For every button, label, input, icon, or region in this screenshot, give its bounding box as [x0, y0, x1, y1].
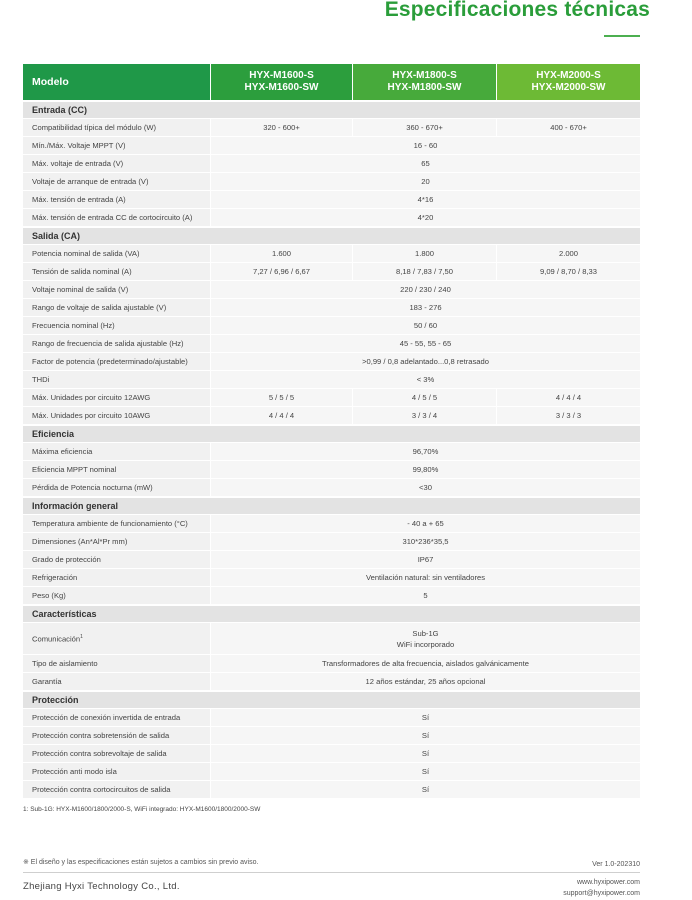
table-row: [23, 708, 640, 726]
row-label: Máx. tensión de entrada (A): [23, 190, 210, 208]
row-label: Compatibilidad típica del módulo (W): [23, 118, 210, 136]
row-label: Rango de voltaje de salida ajustable (V): [23, 298, 210, 316]
row-label: Mín./Máx. Voltaje MPPT (V): [23, 136, 210, 154]
row-value: 4*16: [210, 190, 640, 208]
table-row: [23, 172, 640, 190]
table-row: [23, 622, 640, 654]
row-label: Potencia nominal de salida (VA): [23, 244, 210, 262]
row-label: Dimensiones (An*Al*Pr mm): [23, 532, 210, 550]
row-label: Protección de conexión invertida de entrada: [23, 708, 210, 726]
row-value: 16 - 60: [210, 136, 640, 154]
row-value: 50 / 60: [210, 316, 640, 334]
section-title: Eficiencia: [23, 424, 640, 442]
row-value: 310*236*35,5: [210, 532, 640, 550]
row-value: Sí: [210, 744, 640, 762]
table-row: [23, 460, 640, 478]
row-value: 4 / 4 / 4: [210, 406, 352, 424]
section-header-entrada: [23, 100, 640, 118]
model-column-2: [352, 64, 496, 100]
section-title: Información general: [23, 496, 640, 514]
section-title: Entrada (CC): [23, 100, 640, 118]
row-value: 183 - 276: [210, 298, 640, 316]
row-value: Sí: [210, 708, 640, 726]
row-label: Protección contra sobretensión de salida: [23, 726, 210, 744]
row-label: Temperatura ambiente de funcionamiento (°C): [23, 514, 210, 532]
page-title: Especificaciones técnicas: [384, 0, 650, 21]
row-label: Garantía: [23, 672, 210, 690]
table-row: [23, 586, 640, 604]
row-label: Peso (Kg): [23, 586, 210, 604]
row-label-text: Comunicación: [32, 634, 81, 644]
row-label: Grado de protección: [23, 550, 210, 568]
table-row: [23, 154, 640, 172]
row-value: 9,09 / 8,70 / 8,33: [496, 262, 640, 280]
value-line: WiFi incorporado: [396, 639, 455, 649]
model-name: HYX-M2000-SW: [531, 82, 606, 93]
table-row: [23, 780, 640, 798]
table-row: [23, 550, 640, 568]
specs-table: [23, 64, 640, 798]
header-row: [23, 64, 640, 100]
row-value: IP67: [210, 550, 640, 568]
model-name: HYX-M2000-S: [536, 70, 601, 81]
row-label: Máxima eficiencia: [23, 442, 210, 460]
row-label: Máx. tensión de entrada CC de cortocircuito (A): [23, 208, 210, 226]
row-label: Refrigeración: [23, 568, 210, 586]
table-row: [23, 190, 640, 208]
section-header-caracteristicas: [23, 604, 640, 622]
row-value: 4 / 5 / 5: [352, 388, 496, 406]
row-value: 99,80%: [210, 460, 640, 478]
row-value: Sí: [210, 762, 640, 780]
model-column-3: [496, 64, 640, 100]
row-label: Tipo de aislamiento: [23, 654, 210, 672]
row-value: 4*20: [210, 208, 640, 226]
row-value: 2.000: [496, 244, 640, 262]
footnote-marker: 1: [80, 633, 83, 640]
table-row: [23, 654, 640, 672]
row-label: Rango de frecuencia de salida ajustable (Hz): [23, 334, 210, 352]
row-value: Sí: [210, 726, 640, 744]
row-label: Protección anti modo isla: [23, 762, 210, 780]
table-row: [23, 280, 640, 298]
footnote: 1: Sub-1G: HYX-M1600/1800/2000-S, WiFi integrado: HYX-M1600/1800/2000-SW: [23, 806, 261, 813]
row-value: 5 / 5 / 5: [210, 388, 352, 406]
row-label: Máx. voltaje de entrada (V): [23, 154, 210, 172]
section-header-salida: [23, 226, 640, 244]
row-value: 1.600: [210, 244, 352, 262]
row-value: 3 / 3 / 4: [352, 406, 496, 424]
table-row: [23, 568, 640, 586]
version-label: Ver 1.0-202310: [592, 861, 640, 868]
row-label: Voltaje nominal de salida (V): [23, 280, 210, 298]
table-row: [23, 726, 640, 744]
row-label: Pérdida de Potencia nocturna (mW): [23, 478, 210, 496]
table-row: [23, 136, 640, 154]
table-row: [23, 514, 640, 532]
row-value: 1.800: [352, 244, 496, 262]
company-name: Zhejiang Hyxi Technology Co., Ltd.: [23, 881, 180, 892]
table-row: [23, 442, 640, 460]
table-row: [23, 298, 640, 316]
table-row: [23, 406, 640, 424]
row-value: 7,27 / 6,96 / 6,67: [210, 262, 352, 280]
model-name: HYX-M1600-S: [249, 70, 314, 81]
section-header-general: [23, 496, 640, 514]
model-name: HYX-M1800-S: [392, 70, 457, 81]
footer-divider: [23, 872, 640, 873]
table-row: [23, 370, 640, 388]
row-label: Eficiencia MPPT nominal: [23, 460, 210, 478]
row-value: Sí: [210, 780, 640, 798]
row-value: 20: [210, 172, 640, 190]
row-label: Protección contra sobrevoltaje de salida: [23, 744, 210, 762]
row-value: <30: [210, 478, 640, 496]
row-label: Máx. Unidades por circuito 10AWG: [23, 406, 210, 424]
row-label: THDi: [23, 370, 210, 388]
row-value: Transformadores de alta frecuencia, aislados galvánicamente: [210, 654, 640, 672]
table-row: [23, 352, 640, 370]
row-value: - 40 a + 65: [210, 514, 640, 532]
disclaimer: ※ El diseño y las especificaciones están sujetos a cambios sin previo aviso.: [23, 859, 259, 866]
row-value: 3 / 3 / 3: [496, 406, 640, 424]
row-label: [23, 622, 210, 654]
table-row: [23, 478, 640, 496]
section-title: Protección: [23, 690, 640, 708]
row-value: 65: [210, 154, 640, 172]
model-column-1: [210, 64, 352, 100]
section-title: Salida (CA): [23, 226, 640, 244]
table-row: [23, 262, 640, 280]
row-label: Protección contra cortocircuitos de salida: [23, 780, 210, 798]
value-line: Sub-1G: [412, 628, 439, 638]
row-label: Voltaje de arranque de entrada (V): [23, 172, 210, 190]
table-row: [23, 208, 640, 226]
table-row: [23, 672, 640, 690]
table-row: [23, 334, 640, 352]
row-value: 4 / 4 / 4: [496, 388, 640, 406]
table-row: [23, 388, 640, 406]
row-label: Tensión de salida nominal (A): [23, 262, 210, 280]
table-row: [23, 118, 640, 136]
table-row: [23, 316, 640, 334]
row-value: 400 - 670+: [496, 118, 640, 136]
table-row: [23, 762, 640, 780]
model-name: HYX-M1800-SW: [387, 82, 462, 93]
row-label: Frecuencia nominal (Hz): [23, 316, 210, 334]
row-value: 360 - 670+: [352, 118, 496, 136]
row-value: 96,70%: [210, 442, 640, 460]
row-value: >0,99 / 0,8 adelantado...0,8 retrasado: [210, 352, 640, 370]
section-header-eficiencia: [23, 424, 640, 442]
model-name: HYX-M1600-SW: [244, 82, 319, 93]
contact-info: [563, 877, 640, 899]
row-value: 12 años estándar, 25 años opcional: [210, 672, 640, 690]
row-value: 5: [210, 586, 640, 604]
model-label: Modelo: [23, 64, 210, 100]
row-value: [210, 622, 640, 654]
email-link[interactable]: support@hyxipower.com: [563, 890, 640, 897]
row-label: Factor de potencia (predeterminado/ajustable): [23, 352, 210, 370]
section-header-proteccion: [23, 690, 640, 708]
row-value: 45 - 55, 55 - 65: [210, 334, 640, 352]
row-value: 320 - 600+: [210, 118, 352, 136]
website-link[interactable]: www.hyxipower.com: [576, 879, 640, 886]
section-title: Características: [23, 604, 640, 622]
title-underline: [604, 35, 640, 37]
table-row: [23, 744, 640, 762]
row-value: Ventilación natural: sin ventiladores: [210, 568, 640, 586]
row-value: 8,18 / 7,83 / 7,50: [352, 262, 496, 280]
row-label: Máx. Unidades por circuito 12AWG: [23, 388, 210, 406]
row-value: 220 / 230 / 240: [210, 280, 640, 298]
row-value: < 3%: [210, 370, 640, 388]
table-row: [23, 532, 640, 550]
table-row: [23, 244, 640, 262]
